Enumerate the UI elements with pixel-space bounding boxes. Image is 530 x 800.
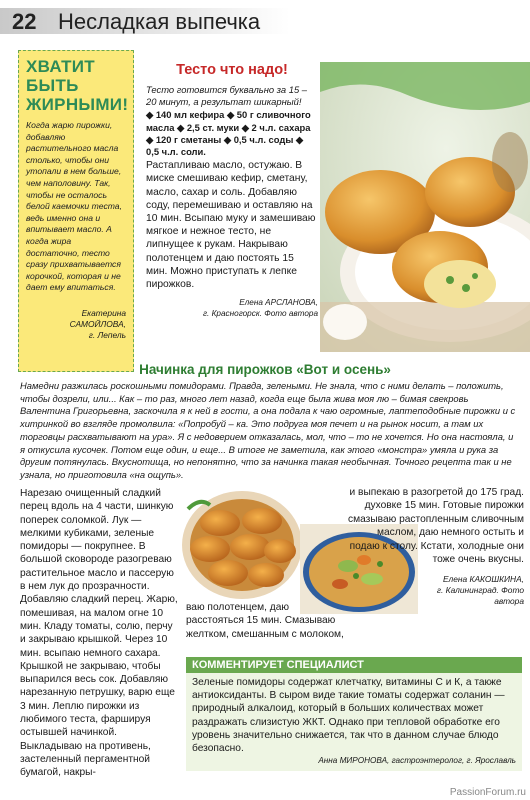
tip-title: ХВАТИТ БЫТЬ ЖИРНЫМИ! (26, 57, 129, 114)
expert-comment-box (186, 657, 522, 771)
filling-recipe-column-left: Нарезаю очищенный сладкий перец вдоль на 4 части, шинкую поперек соломкой. Лук — мелкими кубиками, зеленые помидоры — покрупнее. В большой сковороде разогреваю растительное масло и пассерую в нем лук до прозрачности. Добавляю сладкий перец. Жарю, помешивая, на малом огне 10 мин. Кладу томаты, солю, перчу и закрываю крышкой. Через 10 мин. всыпаю немного сахара. Крышкой не закрываю, чтобы выпарился весь сок. Добавляю нарезанную петрушку, варю еще 3 мин. Леплю пирожки из любимого теста, фаршируя остывшей начинкой. Выкладываю на противень, застеленный пергаментной бумагой, накры- (20, 488, 178, 779)
page-header (0, 0, 530, 42)
expert-comment-author: Анна МИРОНОВА, гастроэнтеролог, г. Ярославль (318, 756, 516, 766)
filling-recipe-author (420, 574, 524, 607)
filling-author-city: г. Калининград. Фото автора (436, 585, 524, 606)
expert-comment-text: Зеленые помидоры содержат клетчатку, витамины С и К, а также антиоксиданты. В сыром виде такие томаты содержат соланин — природный алкалоид, который в больших количествах может раздражать слизистую ЖКТ. Однако при тепловой обработке его уровень значительно снижается, так что в данном случае блюдо безопасно. (192, 677, 505, 755)
tip-author-name: Екатерина САМОЙЛОВА, (69, 307, 126, 329)
dough-recipe-title: Тесто что надо! (176, 62, 288, 78)
filling-recipe-title: Начинка для пирожков «Вот и осень» (139, 362, 391, 377)
dough-recipe-author (146, 297, 318, 319)
expert-comment-heading: КОММЕНТИРУЕТ СПЕЦИАЛИСТ (186, 657, 522, 673)
pies-photo (320, 62, 530, 352)
dough-author-city: г. Красногорск. Фото автора (203, 309, 318, 319)
tip-author (26, 308, 126, 341)
filling-recipe-column-middle: ваю полотенцем, даю расстояться 15 мин. Смазываю желтком, смешанным с молоком, (186, 602, 344, 640)
tip-author-city: г. Лепель (88, 329, 126, 340)
watermark: PassionForum.ru (449, 787, 526, 798)
filling-recipe-lead: Намедни разжилась роскошными помидорами. Правда, зелеными. Не знала, что с ними делать – положить, чтобы дозрели, или... Как – то раз, много лет назад, когда еще была жива моя лю – бимая свекровь Валентина Григорьевна, заскочила я к ней в гости, а она подала к чаю огромные, лаптеподобные пирожки и с хитринкой во взгляде промолвила: «Попробуй – ка. Это подруга моя печет и на рынок носит, а там их торговцы расхватывают на ура». Я с недоверием отказалась, мол, что – то не хочется. Но она настояла, и я откусила кусочек. Потом еще один, и еще... В итоге не заметила, как этого «монстра» умяла и рука за другим потянулась. Вкуснотища, но непонятно, что за начинка такая необычная. Точного рецепта так и не узнала, но приготовила «на ощупь». (20, 380, 516, 480)
dough-ingredients: ◆ 140 мл кефира ◆ 50 г сливочного масла ◆ 2,5 ст. муки ◆ 2 ч.л. сахара ◆ 120 г сметаны ◆ 0,5 ч.л. соды ◆ 0,5 ч.л. соли. (146, 109, 311, 158)
page-number: 22 (12, 9, 37, 34)
section-title: Несладкая выпечка (58, 9, 261, 34)
expert-comment-body (186, 673, 522, 771)
dough-author-name: Елена АРСЛАНОВА, (239, 298, 318, 308)
dough-recipe-intro: Тесто готовится буквально за 15 – 20 минут, а результат шикарный! (146, 84, 307, 108)
tip-text: Когда жарю пирожки, добавляю растительного масла столько, чтобы они утопали в нем больше, чем наполовину. Так, чтобы не осталось белой каемочки теста, ведь именно она и впитывает масло. А когда жира достаточно, тесто сразу прихватывается корочкой, которая и не дает ему впитаться. (26, 120, 122, 293)
dough-recipe-body: Растапливаю масло, остужаю. В миске смешиваю кефир, сметану, масло, сахар и соль. Добавляю соду, перемешиваю и оставляю на 10 мин. Всыпаю муку и замешиваю мягкое и нежное тесто, не липнущее к рукам. Накрываю полотенцем и даю постоять 15 мин. Можно приступать к лепке пирожков. (146, 160, 316, 291)
pies-photo-image (320, 62, 530, 352)
dough-recipe (146, 62, 318, 319)
filling-recipe-column-right: и выпекаю в разогретой до 175 град. духовке 15 мин. Готовые пирожки смазываю растопленным сливочным маслом, даю немного остыть и подаю к столу. Кстати, холодные они тоже очень вкусны. (348, 487, 524, 566)
tip-box (18, 50, 134, 372)
filling-author-name: Елена КАКОШКИНА, (442, 574, 524, 584)
